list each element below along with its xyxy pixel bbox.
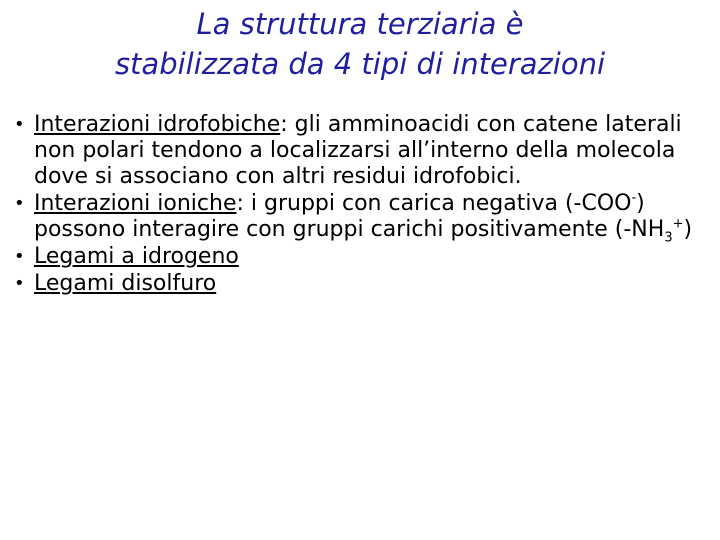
bullet-item-hydrophobic: [14, 112, 704, 190]
bullet-term: Interazioni idrofobiche: [34, 112, 281, 137]
bullet-item-hydrogen-bonds: [14, 244, 704, 270]
bullet-text: ): [683, 217, 693, 242]
bullet-text: : gli amminoacidi con catene laterali non polari tendono a localizzarsi all’interno della molecola dove si associano con altri residui idrofobici.: [34, 112, 682, 189]
bullet-term: Legami disolfuro: [34, 271, 217, 296]
bullet-marker: •: [14, 114, 25, 135]
bullet-marker: •: [14, 193, 25, 214]
charge-superscript: -: [631, 190, 637, 206]
bullet-item-disulfide: [14, 271, 704, 297]
slide-title: [30, 4, 690, 84]
bullet-item-ionic: [14, 190, 704, 246]
bullet-term: Legami a idrogeno: [34, 244, 239, 269]
slide-title-line-1: La struttura terziaria è: [196, 7, 524, 41]
bullet-term: Interazioni ioniche: [34, 191, 237, 216]
bullet-marker: •: [14, 246, 25, 267]
subscript-number: 3: [664, 230, 673, 246]
bullet-text: : i gruppi con carica negativa (-COO: [236, 191, 632, 216]
bullet-marker: •: [14, 273, 25, 294]
bullet-text: ) possono interagire con gruppi carichi positivamente (-NH: [34, 191, 665, 242]
slide-title-line-2: stabilizzata da 4 tipi di interazioni: [114, 47, 606, 81]
bullet-list: [14, 112, 704, 298]
charge-superscript: +: [672, 216, 684, 232]
